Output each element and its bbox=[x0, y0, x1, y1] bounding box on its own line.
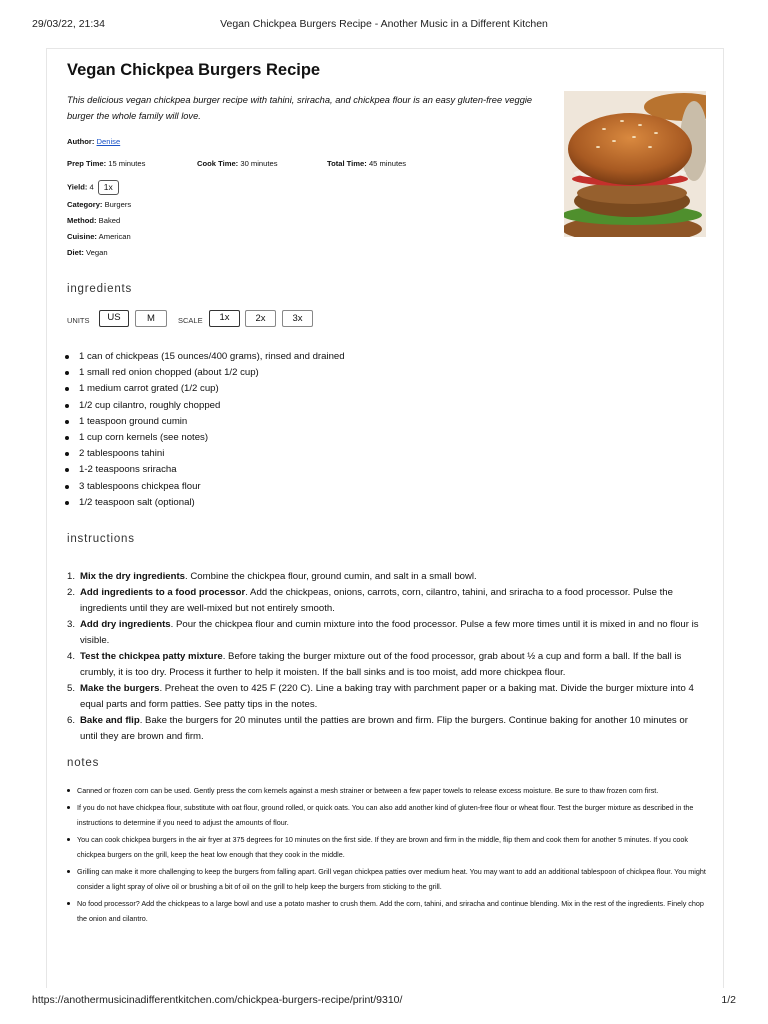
ingredient-item: 3 tablespoons chickpea flour bbox=[79, 479, 345, 495]
prep-time-label: Prep Time: bbox=[67, 159, 107, 168]
yield-line bbox=[67, 180, 119, 195]
recipe-title: Vegan Chickpea Burgers Recipe bbox=[67, 61, 321, 79]
step-text: . Pour the chickpea flour and cumin mixture into the food processor. Pulse a few more times until it is mixed in and no flour is visible. bbox=[80, 619, 699, 646]
print-header bbox=[32, 18, 736, 32]
step-number: 2. bbox=[67, 587, 76, 598]
yield-value: 4 bbox=[89, 182, 94, 192]
ingredient-item: 2 tablespoons tahini bbox=[79, 446, 345, 462]
prep-time bbox=[67, 159, 145, 168]
total-time-label: Total Time: bbox=[327, 159, 367, 168]
step-text: . Preheat the oven to 425 F (220 C). Line a baking tray with parchment paper or a baking mat. Divide the burger mixture into 4 equal parts and form patties. See patty tips in the notes. bbox=[80, 683, 694, 710]
step-title: Add dry ingredients bbox=[80, 619, 171, 630]
category-line bbox=[67, 200, 131, 209]
recipe-card bbox=[46, 48, 724, 988]
step-text: . Before taking the burger mixture out of the food processor, grab about ½ a cup and form a ball. If the ball is crumbly, it is too dry. Process it further to help it moisten. If the ball sinks and is too moist, add more chickpea flour. bbox=[80, 651, 682, 678]
total-time bbox=[327, 159, 406, 168]
step-title: Test the chickpea patty mixture bbox=[80, 651, 223, 662]
method-line bbox=[67, 216, 120, 225]
scale-3x-button[interactable]: 3x bbox=[282, 310, 313, 327]
diet-value: Vegan bbox=[86, 248, 108, 257]
ingredients-heading: ingredients bbox=[67, 283, 133, 295]
cuisine-line bbox=[67, 232, 131, 241]
note-item: Canned or frozen corn can be used. Gently press the corn kernels against a mesh strainer or between a few paper towels to release excess moisture. Be sure to thaw frozen corn first. bbox=[67, 783, 707, 799]
ingredient-item: 1-2 teaspoons sriracha bbox=[79, 462, 345, 478]
ingredient-item: 1/2 teaspoon salt (optional) bbox=[79, 495, 345, 511]
note-item: You can cook chickpea burgers in the air fryer at 375 degrees for 10 minutes on the first side. If they are brown and firm in the middle, flip them and cook them for another 5 minutes. If you cook chickpea burgers on the grill, keep the heat low enough that they cook in the middle. bbox=[67, 832, 707, 863]
step-title: Make the burgers bbox=[80, 683, 160, 694]
author-line bbox=[67, 137, 120, 146]
instruction-step bbox=[67, 569, 707, 585]
ingredient-item: 1/2 cup cilantro, roughly chopped bbox=[79, 398, 345, 414]
yield-label: Yield: bbox=[67, 182, 88, 192]
step-title: Add ingredients to a food processor bbox=[80, 587, 246, 598]
step-title: Mix the dry ingredients bbox=[80, 571, 186, 582]
scale-2x-button[interactable]: 2x bbox=[245, 310, 276, 327]
step-number: 6. bbox=[67, 715, 76, 726]
cuisine-value: American bbox=[98, 232, 131, 241]
burger-photo bbox=[564, 91, 706, 237]
step-number: 1. bbox=[67, 571, 76, 582]
step-number: 4. bbox=[67, 651, 76, 662]
diet-line bbox=[67, 248, 108, 257]
instructions-list bbox=[67, 569, 707, 745]
cook-time-value: 30 minutes bbox=[240, 159, 278, 168]
prep-time-value: 15 minutes bbox=[108, 159, 146, 168]
ingredient-item: 1 cup corn kernels (see notes) bbox=[79, 430, 345, 446]
cook-time-label: Cook Time: bbox=[197, 159, 239, 168]
notes-heading: notes bbox=[67, 757, 100, 769]
method-value: Baked bbox=[98, 216, 121, 225]
method-label: Method: bbox=[67, 216, 97, 225]
yield-scale-button[interactable]: 1x bbox=[98, 180, 119, 195]
print-footer bbox=[32, 994, 736, 1008]
instruction-step bbox=[67, 585, 707, 617]
step-text: . Combine the chickpea flour, ground cumin, and salt in a small bowl. bbox=[185, 571, 477, 582]
step-text: . Add the chickpeas, onions, carrots, corn, cilantro, tahini, and sriracha to a food processor. Pulse the ingredients until they are well-mixed but not entirely smooth. bbox=[80, 587, 673, 614]
author-link[interactable]: Denise bbox=[96, 137, 121, 146]
recipe-summary: This delicious vegan chickpea burger recipe with tahini, sriracha, and chickpea flour is an easy gluten-free veggie burger the whole family will love. bbox=[67, 95, 533, 121]
category-label: Category: bbox=[67, 200, 103, 209]
step-number: 5. bbox=[67, 683, 76, 694]
note-item: No food processor? Add the chickpeas to a large bowl and use a potato masher to crush them. Add the corn, tahini, and sriracha and continue blending. Mix in the rest of the ingredients. Finely chop the onion and cilantro. bbox=[67, 896, 707, 927]
print-url: https://anothermusicinadifferentkitchen.com/chickpea-burgers-recipe/print/9310/ bbox=[32, 994, 403, 1006]
instruction-step bbox=[67, 617, 707, 649]
instruction-step bbox=[67, 649, 707, 681]
units-us-button[interactable]: US bbox=[99, 310, 129, 327]
author-label: Author: bbox=[67, 137, 95, 146]
note-item: Grilling can make it more challenging to keep the burgers from falling apart. Grill vegan chickpea patties over medium heat. You may want to add an additional tablespoon of chickpea flour. You might consider a light spray of olive oil or brushing a bit of oil on the grill to help keep the burgers from sticking to the grill. bbox=[67, 864, 707, 895]
print-date: 29/03/22, 21:34 bbox=[32, 18, 105, 30]
cuisine-label: Cuisine: bbox=[67, 232, 97, 241]
notes-list bbox=[67, 783, 707, 928]
step-text: . Bake the burgers for 20 minutes until the patties are brown and firm. Flip the burgers. Continue baking for another 10 minutes or until they are brown and firm. bbox=[80, 715, 688, 742]
note-item: If you do not have chickpea flour, substitute with oat flour, ground rolled, or quick oats. You can also add another kind of gluten-free flour or wheat flour. Test the burger mixture as described in the instructions to determine if you need to adjust the amounts of flour. bbox=[67, 800, 707, 831]
step-title: Bake and flip bbox=[80, 715, 140, 726]
total-time-value: 45 minutes bbox=[368, 159, 407, 168]
burger-photo-image bbox=[564, 91, 706, 237]
ingredients-list bbox=[79, 349, 345, 511]
instructions-heading: instructions bbox=[67, 533, 135, 545]
step-number: 3. bbox=[67, 619, 76, 630]
ingredient-item: 1 can of chickpeas (15 ounces/400 grams), rinsed and drained bbox=[79, 349, 345, 365]
ingredient-item: 1 small red onion chopped (about 1/2 cup) bbox=[79, 365, 345, 381]
scale-label: SCALE bbox=[178, 316, 203, 325]
scale-1x-button[interactable]: 1x bbox=[209, 310, 240, 327]
units-label: UNITS bbox=[67, 316, 90, 325]
print-document-title: Vegan Chickpea Burgers Recipe - Another Music in a Different Kitchen bbox=[220, 18, 548, 30]
diet-label: Diet: bbox=[67, 248, 84, 257]
instruction-step bbox=[67, 713, 707, 745]
instruction-step bbox=[67, 681, 707, 713]
cook-time bbox=[197, 159, 278, 168]
ingredient-item: 1 teaspoon ground cumin bbox=[79, 414, 345, 430]
page-number: 1/2 bbox=[721, 994, 736, 1006]
ingredient-item: 1 medium carrot grated (1/2 cup) bbox=[79, 381, 345, 397]
category-value: Burgers bbox=[104, 200, 132, 209]
units-metric-button[interactable]: M bbox=[135, 310, 167, 327]
